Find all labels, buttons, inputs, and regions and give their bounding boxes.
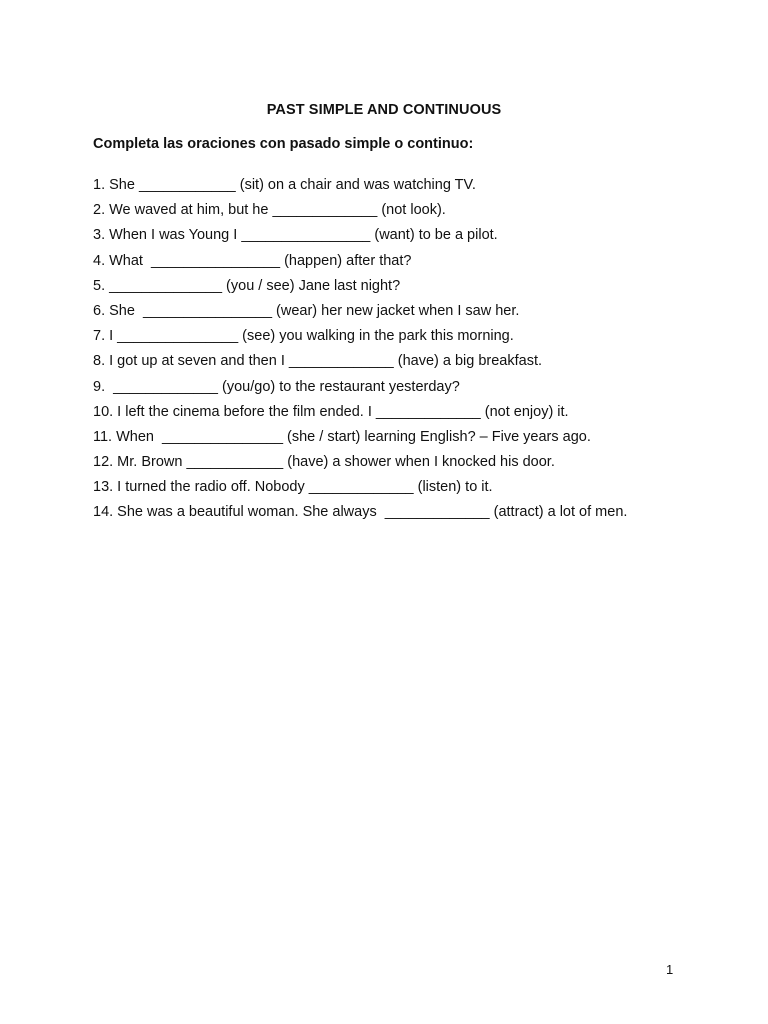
exercise-item: 7. I _______________ (see) you walking in the park this morning. (93, 328, 514, 345)
exercise-item: 1. She ____________ (sit) on a chair and was watching TV. (93, 177, 476, 193)
exercise-item: 8. I got up at seven and then I _____________ (have) a big breakfast. (93, 353, 543, 370)
exercise-item: 9. _____________ (you/go) to the restaurant yesterday? (93, 378, 460, 395)
instructions-heading: Completa las oraciones con pasado simple o continuo: (93, 136, 474, 152)
exercise-item: 14. She was a beautiful woman. She always _____________ (attract) a lot of men. (93, 504, 628, 521)
exercise-item: 5. ______________ (you / see) Jane last night? (93, 277, 401, 294)
exercise-item: 3. When I was Young I ________________ (want) to be a pilot. (93, 227, 498, 244)
exercise-list (93, 173, 627, 526)
exercise-item: 13. I turned the radio off. Nobody _____________ (listen) to it. (93, 479, 493, 496)
exercise-item: 6. She ________________ (wear) her new jacket when I saw her. (93, 302, 520, 319)
exercise-item: 10. I left the cinema before the film ended. I _____________ (not enjoy) it. (93, 403, 569, 420)
page-title: PAST SIMPLE AND CONTINUOUS (266, 102, 502, 118)
exercise-item: 4. What ________________ (happen) after that? (93, 252, 412, 269)
exercise-item: 2. We waved at him, but he _____________ (not look). (93, 202, 446, 219)
exercise-item: 11. When _______________ (she / start) learning English? – Five years ago. (93, 428, 591, 445)
exercise-item: 12. Mr. Brown ____________ (have) a shower when I knocked his door. (93, 454, 555, 471)
page-number: 1 (666, 962, 674, 977)
